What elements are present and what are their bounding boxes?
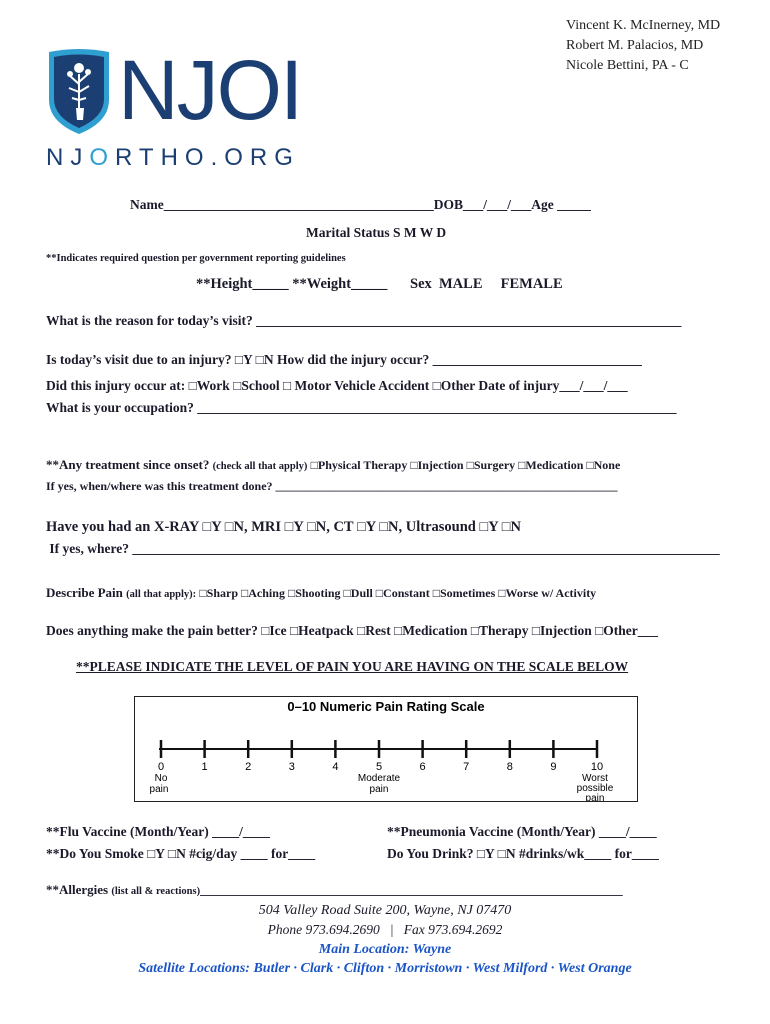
pain-label-moderate: Moderate [357, 773, 401, 784]
visit-reason-line[interactable]: What is the reason for today’s visit? _______________________________________________________________ [46, 313, 682, 328]
pain-scale-ticks [158, 740, 603, 773]
pain-label-no: No [154, 773, 168, 784]
drink-line[interactable]: Do You Drink? □Y □N #drinks/wk____ for____ [387, 846, 659, 861]
footer-satellite-locations: Satellite Locations: Butler · Clark · Clifton · Morristown · West Milford · West Orange [138, 961, 632, 976]
height-weight-line[interactable]: **Height_____ **Weight_____ [196, 276, 388, 292]
required-note: **Indicates required question per government reporting guidelines [46, 253, 346, 264]
website-label [46, 144, 300, 172]
allergies-input-line[interactable]: _________________________________________________________________ [200, 882, 623, 897]
pain-scale-number-0: 0 [157, 761, 165, 773]
marital-status-line[interactable]: Marital Status S M W D [306, 225, 447, 240]
pain-scale-number-2: 2 [245, 761, 252, 773]
doctor-2: Robert M. Palacios, MD [566, 38, 704, 53]
footer-address: 504 Valley Road Suite 200, Wayne, NJ 07470 [258, 903, 512, 918]
pneumonia-vaccine-line[interactable]: **Pneumonia Vaccine (Month/Year) ____/____ [387, 824, 657, 839]
pain-scale-number-6: 6 [419, 761, 426, 773]
name-dob-age-line[interactable]: Name________________________________________DOB___/___/___Age _____ [130, 197, 591, 212]
occupation-line[interactable]: What is your occupation? _______________________________________________________________________ [46, 400, 677, 415]
pain-scale-number-7: 7 [463, 761, 470, 773]
allergies-line[interactable] [46, 882, 623, 898]
pain-scale-title: 0–10 Numeric Pain Rating Scale [287, 699, 485, 714]
pain-scale-number-9: 9 [550, 761, 557, 773]
sex-line[interactable]: Sex MALE FEMALE [410, 276, 563, 292]
pain-scale-number-4: 4 [332, 761, 339, 773]
pain-description-line[interactable] [46, 585, 596, 601]
treatment-where-line[interactable]: If yes, when/where was this treatment done? _________________________________________________________ [46, 479, 618, 493]
injury-location-line[interactable]: Did this injury occur at: □Work □School □ Motor Vehicle Accident □Other Date of injury___/___/___ [46, 378, 628, 393]
imaging-where-line[interactable]: If yes, where? _______________________________________________________________________________________ [46, 541, 720, 556]
pain-label-moderate-pain: pain [369, 784, 389, 795]
pain-scale-heading: **PLEASE INDICATE THE LEVEL OF PAIN YOU ARE HAVING ON THE SCALE BELOW [76, 659, 629, 674]
pain-relief-line[interactable]: Does anything make the pain better? □Ice □Heatpack □Rest □Medication □Therapy □Injection □Other___ [46, 623, 659, 638]
footer-main-location: Main Location: Wayne [318, 942, 452, 957]
pain-scale-number-1: 1 [201, 761, 208, 773]
allergies-label: **Allergies [46, 882, 109, 897]
treatment-label: **Any treatment since onset? [46, 457, 210, 472]
pain-label-worst-pain: pain [585, 793, 605, 801]
pain-note: (all that apply): [126, 589, 197, 600]
pain-rating-scale[interactable] [134, 696, 638, 802]
doctor-1: Vincent K. McInerney, MD [566, 18, 721, 33]
injury-question-line[interactable]: Is today’s visit due to an injury? □Y □N How did the injury occur? _______________________________ [46, 352, 642, 367]
pain-label-worst: Worst [582, 773, 608, 784]
footer-phone-fax: Phone 973.694.2690 | Fax 973.694.2692 [267, 922, 503, 937]
treatment-options[interactable]: □Physical Therapy □Injection □Surgery □Medication □None [310, 458, 621, 472]
treatment-line[interactable] [46, 457, 620, 473]
doctors-list [566, 16, 720, 76]
treatment-note: (check all that apply) [212, 461, 308, 472]
website-part-1: NJ [46, 144, 90, 171]
pain-scale-number-3: 3 [288, 761, 295, 773]
website-part-2: RTHO.ORG [115, 144, 300, 171]
website-highlight-o: O [89, 144, 116, 171]
pain-scale-number-5: 5 [375, 761, 383, 773]
imaging-line[interactable]: Have you had an X-RAY □Y □N, MRI □Y □N, CT □Y □N, Ultrasound □Y □N [46, 519, 522, 535]
allergies-note: (list all & reactions) [111, 886, 201, 897]
pain-label: Describe Pain [46, 585, 123, 600]
njoi-logo-text: NJOI [118, 43, 302, 137]
pain-scale-number-8: 8 [506, 761, 513, 773]
doctor-3: Nicole Bettini, PA - C [566, 58, 689, 73]
pain-label-possible: possible [576, 783, 614, 794]
flu-vaccine-line[interactable]: **Flu Vaccine (Month/Year) ____/____ [46, 824, 270, 839]
smoke-line[interactable]: **Do You Smoke □Y □N #cig/day ____ for____ [46, 846, 316, 861]
pain-label-no-pain: pain [149, 784, 169, 795]
pain-scale-graphic [135, 697, 637, 801]
pain-options[interactable]: □Sharp □Aching □Shooting □Dull □Constant □Sometimes □Worse w/ Activity [199, 586, 597, 600]
pain-scale-number-10: 10 [590, 761, 604, 773]
njoi-shield-logo-icon [46, 48, 112, 136]
